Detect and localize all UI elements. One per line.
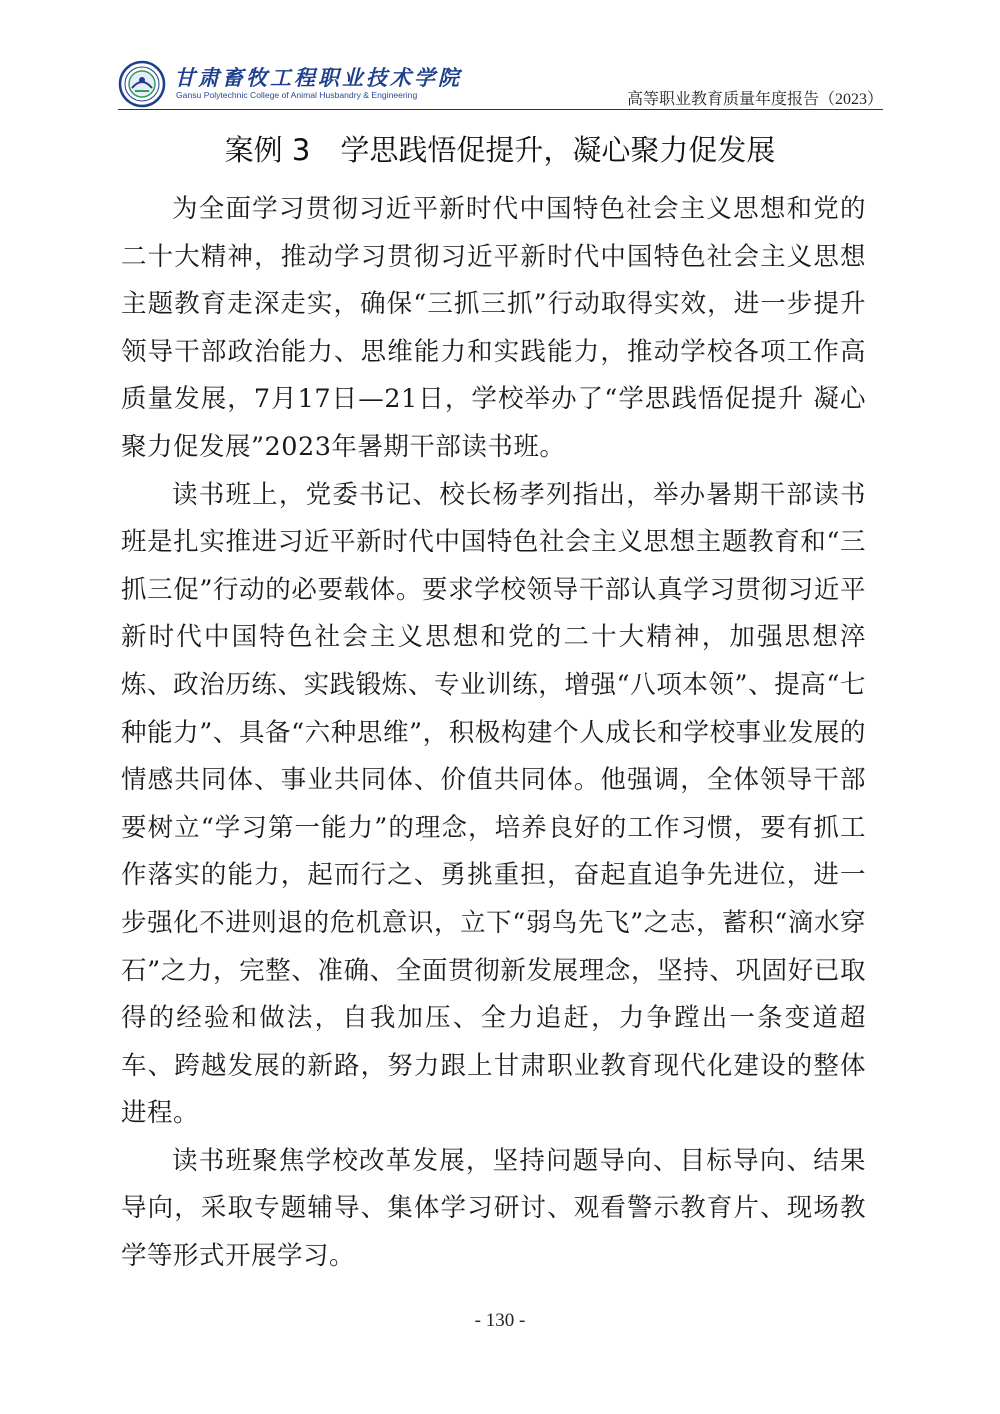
- case-number: 案例 3: [224, 133, 311, 167]
- case-heading: 学思践悟促提升，凝心聚力促发展: [340, 133, 776, 167]
- header-divider: [118, 109, 883, 110]
- school-emblem-icon: [118, 60, 166, 108]
- report-title: 高等职业教育质量年度报告（2023）: [626, 91, 883, 108]
- paragraph-1: 为全面学习贯彻习近平新时代中国特色社会主义思想和党的二十大精神，推动学习贯彻习近平新时代中国特色社会主义思想主题教育走深走实，确保“三抓三抓”行动取得实效，进一步提升领导干部政治能力、思维能力和实践能力，推动学校各项工作高质量发展，7月17日—21日，学校举办了“学思践悟促提升 凝心聚力促发展”2023年暑期干部读书班。: [121, 194, 866, 462]
- case-title: [0, 128, 1000, 169]
- paragraph-2: 读书班上，党委书记、校长杨孝列指出，举办暑期干部读书班是扎实推进习近平新时代中国特色社会主义思想主题教育和“三抓三促”行动的必要载体。要求学校领导干部认真学习贯彻习近平新时代中国特色社会主义思想和党的二十大精神，加强思想淬炼、政治历练、实践锻炼、专业训练，增强“八项本领”、提高“七种能力”、具备“六种思维”，积极构建个人成长和学校事业发展的情感共同体、事业共同体、价值共同体。他强调，全体领导干部要树立“学习第一能力”的理念，培养良好的工作习惯，要有抓工作落实的能力，起而行之、勇挑重担，奋起直追争先进位，进一步强化不进则退的危机意识，立下“弱鸟先飞”之志，蓄积“滴水穿石”之力，完整、准确、全面贯彻新发展理念，坚持、巩固好已取得的经验和做法，自我加压、全力追赶，力争蹚出一条变道超车、跨越发展的新路，努力跟上甘肃职业教育现代化建设的整体进程。: [121, 479, 866, 1129]
- page-header: [118, 56, 883, 108]
- page-number: - 130 -: [474, 1310, 526, 1331]
- article-body: [121, 186, 866, 1281]
- school-name-en: Gansu Polytechnic College of Animal Husbandry & Engineering: [176, 90, 418, 100]
- paragraph-3: 读书班聚焦学校改革发展，坚持问题导向、目标导向、结果导向，采取专题辅导、集体学习研讨、观看警示教育片、现场教学等形式开展学习。: [121, 1145, 866, 1272]
- school-name-cn: 甘肃畜牧工程职业技术学院: [174, 66, 462, 90]
